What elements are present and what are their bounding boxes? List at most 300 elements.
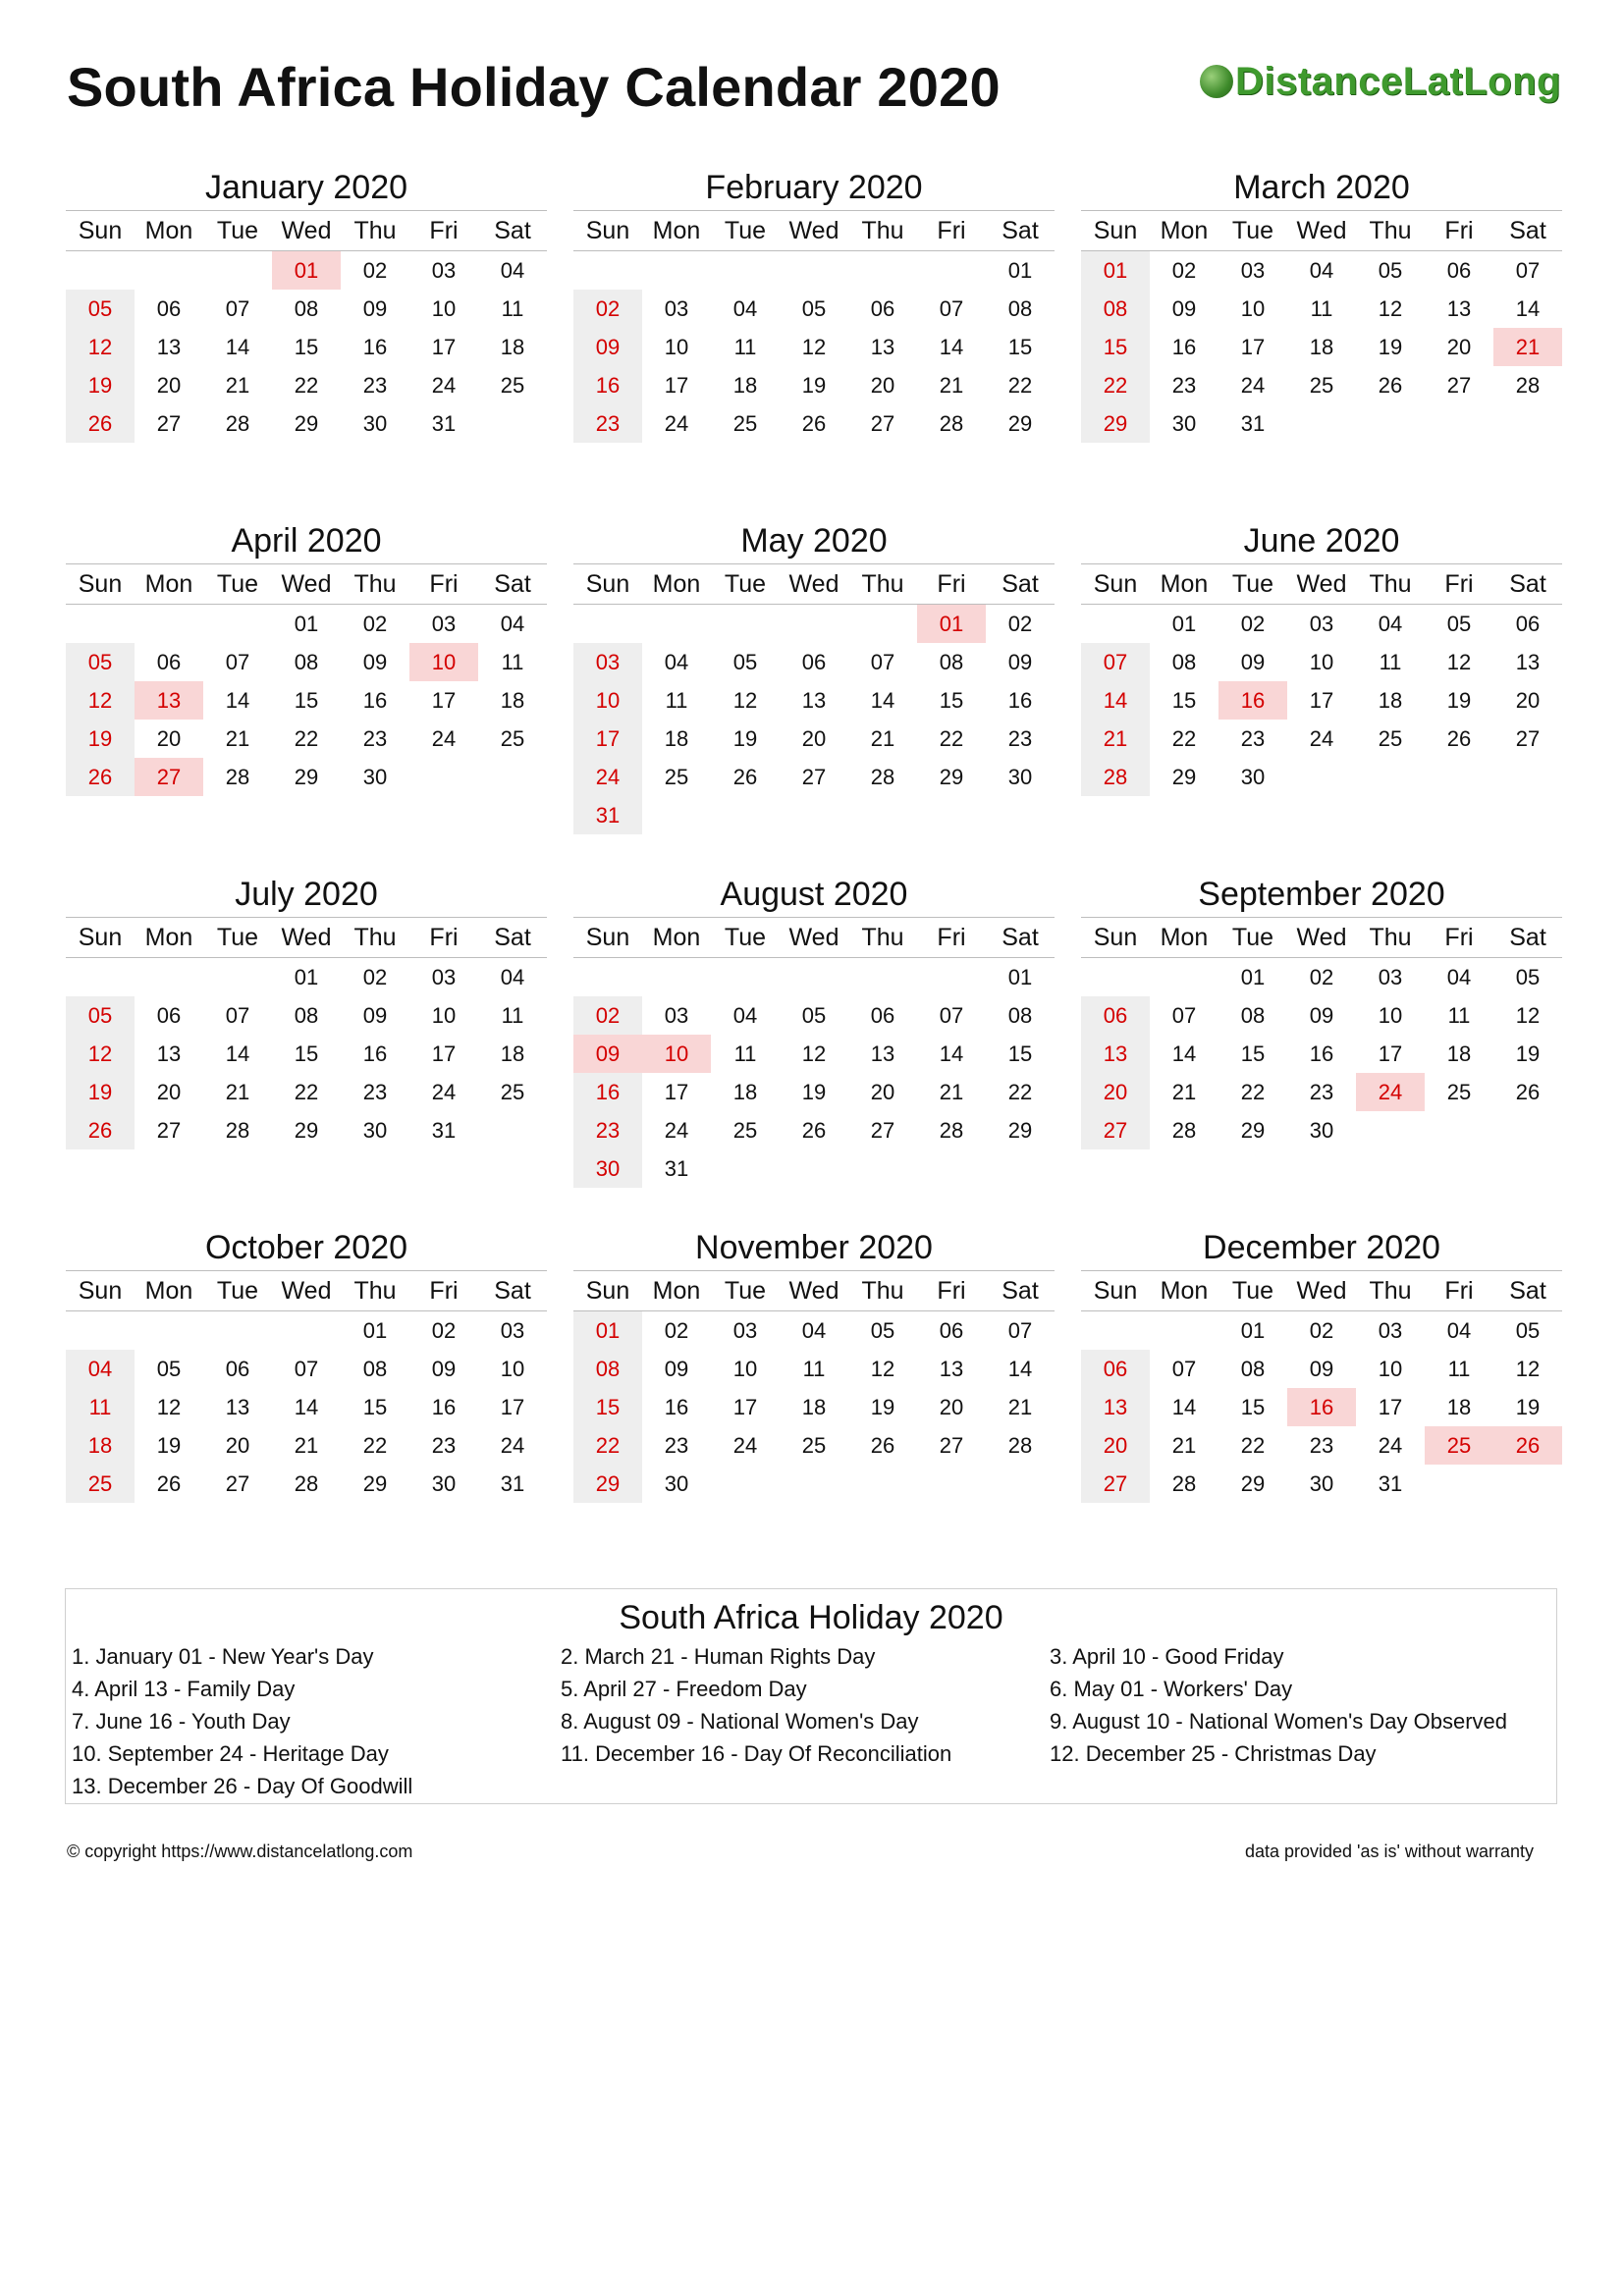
day-cell: 26 (1446, 726, 1472, 751)
holiday-list-item: 10. September 24 - Heritage Day (72, 1741, 389, 1766)
weekday-header: Tue (1218, 211, 1287, 251)
holiday-day-cell: 27 (135, 758, 203, 796)
empty-day-cell (848, 251, 917, 290)
empty-day-cell (986, 1149, 1055, 1188)
day-cell: 02 (1309, 1318, 1334, 1343)
day-cell: 15 (1007, 1041, 1033, 1066)
day-cell: 27 (1515, 726, 1541, 751)
empty-day-cell (203, 958, 272, 996)
day-cell: 04 (500, 258, 525, 283)
months-grid (66, 165, 1562, 1578)
day-cell: 20 (156, 1080, 182, 1104)
day-cell: 15 (1240, 1395, 1266, 1419)
weekday-header: Thu (848, 918, 917, 958)
day-cell: 05 (801, 296, 827, 321)
day-cell: 28 (225, 1118, 250, 1143)
day-cell: 26 (1515, 1080, 1541, 1104)
footer-copyright: © copyright https://www.distancelatlong.com (67, 1842, 413, 1861)
day-cell: 29 (1240, 1471, 1266, 1496)
day-cell: 30 (1007, 765, 1033, 789)
empty-day-cell (1356, 1111, 1425, 1149)
day-cell: 28 (1515, 373, 1541, 398)
day-cell: 10 (664, 335, 689, 359)
day-cell: 15 (939, 688, 964, 713)
holiday-day-cell: 10 (642, 1035, 711, 1073)
weekday-header: Wed (1287, 564, 1356, 605)
day-cell: 17 (732, 1395, 758, 1419)
day-cell: 03 (431, 258, 457, 283)
month-title: March 2020 (1233, 169, 1410, 206)
day-cell: 19 (66, 720, 135, 758)
day-cell: 07 (870, 650, 895, 674)
month-grid (1081, 210, 1562, 443)
day-cell: 01 (1240, 965, 1266, 989)
empty-day-cell (642, 251, 711, 290)
day-cell: 20 (1081, 1073, 1150, 1111)
empty-day-cell (780, 1465, 848, 1503)
day-cell: 09 (362, 296, 388, 321)
day-cell: 11 (1447, 1003, 1471, 1028)
empty-day-cell (848, 1465, 917, 1503)
day-cell: 26 (66, 1111, 135, 1149)
day-cell: 10 (1378, 1357, 1403, 1381)
day-cell: 28 (939, 1118, 964, 1143)
day-cell: 10 (431, 1003, 457, 1028)
weekday-header: Tue (203, 211, 272, 251)
weekday-header: Mon (1150, 211, 1218, 251)
day-cell: 04 (732, 296, 758, 321)
day-cell: 16 (573, 1073, 642, 1111)
empty-day-cell (66, 605, 135, 643)
day-cell: 18 (500, 335, 525, 359)
day-cell: 12 (66, 328, 135, 366)
day-cell: 25 (500, 373, 525, 398)
day-cell: 21 (1171, 1080, 1197, 1104)
month-grid (66, 210, 547, 443)
day-cell: 23 (1007, 726, 1033, 751)
day-cell: 13 (801, 688, 827, 713)
day-cell: 19 (1515, 1395, 1541, 1419)
month-title: February 2020 (705, 169, 923, 206)
empty-day-cell (1425, 1465, 1493, 1503)
globe-icon (1200, 65, 1233, 98)
day-cell: 13 (225, 1395, 250, 1419)
empty-day-cell (711, 605, 780, 643)
day-cell: 20 (225, 1433, 250, 1458)
day-cell: 22 (1007, 373, 1033, 398)
holiday-day-cell: 21 (1493, 328, 1562, 366)
day-cell: 15 (294, 1041, 319, 1066)
empty-day-cell (1493, 404, 1562, 443)
day-cell: 25 (664, 765, 689, 789)
day-cell: 28 (1171, 1471, 1197, 1496)
day-cell: 18 (732, 373, 758, 398)
day-cell: 19 (801, 373, 827, 398)
empty-day-cell (1081, 605, 1150, 643)
weekday-header: Thu (1356, 564, 1425, 605)
day-cell: 12 (1446, 650, 1472, 674)
weekday-header: Sat (478, 1271, 547, 1311)
day-cell: 11 (501, 296, 524, 321)
day-cell: 08 (1007, 1003, 1033, 1028)
day-cell: 25 (500, 1080, 525, 1104)
day-cell: 24 (732, 1433, 758, 1458)
day-cell: 02 (1171, 258, 1197, 283)
day-cell: 21 (870, 726, 895, 751)
day-cell: 30 (1309, 1471, 1334, 1496)
weekday-header: Fri (409, 211, 478, 251)
day-cell: 17 (500, 1395, 525, 1419)
day-cell: 30 (573, 1149, 642, 1188)
day-cell: 21 (1171, 1433, 1197, 1458)
weekday-header: Sat (986, 211, 1055, 251)
weekday-header: Wed (1287, 211, 1356, 251)
empty-day-cell (917, 1149, 986, 1188)
day-cell: 27 (870, 411, 895, 436)
day-cell: 25 (732, 411, 758, 436)
day-cell: 08 (362, 1357, 388, 1381)
empty-day-cell (409, 758, 478, 796)
day-cell: 19 (66, 1073, 135, 1111)
day-cell: 31 (431, 1118, 457, 1143)
day-cell: 08 (294, 650, 319, 674)
empty-day-cell (642, 796, 711, 834)
day-cell: 19 (732, 726, 758, 751)
holiday-day-cell: 16 (1287, 1388, 1356, 1426)
day-cell: 13 (1515, 650, 1541, 674)
day-cell: 05 (66, 643, 135, 681)
weekday-header: Fri (409, 564, 478, 605)
day-cell: 29 (362, 1471, 388, 1496)
day-cell: 13 (1081, 1035, 1150, 1073)
day-cell: 22 (294, 373, 319, 398)
weekday-header: Tue (1218, 1271, 1287, 1311)
weekday-header: Tue (711, 564, 780, 605)
day-cell: 21 (225, 726, 250, 751)
day-cell: 03 (431, 612, 457, 636)
day-cell: 12 (732, 688, 758, 713)
month-title: November 2020 (695, 1229, 933, 1266)
day-cell: 28 (1171, 1118, 1197, 1143)
day-cell: 05 (732, 650, 758, 674)
month-title: December 2020 (1203, 1229, 1440, 1266)
day-cell: 23 (362, 373, 388, 398)
day-cell: 09 (1309, 1357, 1334, 1381)
day-cell: 23 (573, 1111, 642, 1149)
month-calendar (66, 518, 547, 872)
day-cell: 26 (870, 1433, 895, 1458)
month-title: January 2020 (204, 169, 408, 206)
day-cell: 21 (939, 373, 964, 398)
day-cell: 06 (1446, 258, 1472, 283)
day-cell: 08 (1007, 296, 1033, 321)
day-cell: 15 (294, 335, 319, 359)
weekday-header: Thu (1356, 918, 1425, 958)
day-cell: 04 (801, 1318, 827, 1343)
day-cell: 02 (664, 1318, 689, 1343)
day-cell: 19 (66, 366, 135, 404)
empty-day-cell (848, 1149, 917, 1188)
day-cell: 01 (1007, 965, 1033, 989)
weekday-header: Thu (848, 1271, 917, 1311)
day-cell: 24 (664, 1118, 689, 1143)
empty-day-cell (1425, 1111, 1493, 1149)
month-grid (1081, 917, 1562, 1149)
day-cell: 01 (573, 1311, 642, 1350)
day-cell: 11 (1379, 650, 1402, 674)
month-grid (1081, 563, 1562, 796)
weekday-header: Sat (986, 918, 1055, 958)
day-cell: 30 (362, 765, 388, 789)
day-cell: 30 (664, 1471, 689, 1496)
holiday-list-item: 7. June 16 - Youth Day (72, 1709, 291, 1734)
day-cell: 08 (1081, 290, 1150, 328)
month-calendar (66, 1225, 547, 1578)
weekday-header: Mon (135, 918, 203, 958)
day-cell: 06 (939, 1318, 964, 1343)
day-cell: 31 (1378, 1471, 1403, 1496)
empty-day-cell (917, 1465, 986, 1503)
day-cell: 09 (664, 1357, 689, 1381)
month-title: August 2020 (720, 876, 908, 913)
day-cell: 07 (294, 1357, 319, 1381)
empty-day-cell (780, 605, 848, 643)
day-cell: 08 (1240, 1357, 1266, 1381)
day-cell: 11 (66, 1388, 135, 1426)
day-cell: 28 (1007, 1433, 1033, 1458)
day-cell: 14 (225, 1041, 250, 1066)
empty-day-cell (780, 1149, 848, 1188)
day-cell: 13 (1081, 1388, 1150, 1426)
holiday-list-item: 6. May 01 - Workers' Day (1050, 1677, 1293, 1701)
day-cell: 08 (939, 650, 964, 674)
day-cell: 23 (362, 1080, 388, 1104)
holiday-list-item: 5. April 27 - Freedom Day (561, 1677, 807, 1701)
day-cell: 07 (1007, 1318, 1033, 1343)
weekday-header: Sat (1493, 564, 1562, 605)
day-cell: 16 (362, 688, 388, 713)
day-cell: 30 (362, 1118, 388, 1143)
day-cell: 08 (1240, 1003, 1266, 1028)
holiday-list-item: 2. March 21 - Human Rights Day (561, 1644, 876, 1669)
day-cell: 26 (801, 411, 827, 436)
holiday-day-cell: 13 (135, 681, 203, 720)
logo-text: DistanceLatLong (1235, 59, 1561, 103)
day-cell: 04 (1446, 965, 1472, 989)
day-cell: 23 (431, 1433, 457, 1458)
empty-day-cell (711, 958, 780, 996)
day-cell: 06 (156, 650, 182, 674)
holiday-list-box (65, 1588, 1557, 1804)
day-cell: 14 (225, 688, 250, 713)
weekday-header: Sun (1081, 211, 1150, 251)
day-cell: 20 (1446, 335, 1472, 359)
weekday-header: Mon (1150, 564, 1218, 605)
weekday-header: Thu (341, 918, 409, 958)
day-cell: 22 (939, 726, 964, 751)
day-cell: 05 (66, 290, 135, 328)
empty-day-cell (1081, 1311, 1150, 1350)
day-cell: 16 (362, 335, 388, 359)
empty-day-cell (66, 958, 135, 996)
day-cell: 28 (870, 765, 895, 789)
weekday-header: Sun (66, 1271, 135, 1311)
day-cell: 11 (501, 1003, 524, 1028)
day-cell: 03 (431, 965, 457, 989)
empty-day-cell (1493, 1465, 1562, 1503)
holiday-list-item: 9. August 10 - National Women's Day Observed (1050, 1709, 1508, 1734)
weekday-header: Wed (780, 564, 848, 605)
day-cell: 05 (66, 996, 135, 1035)
weekday-header: Sun (573, 1271, 642, 1311)
empty-day-cell (711, 1465, 780, 1503)
day-cell: 27 (870, 1118, 895, 1143)
day-cell: 26 (66, 404, 135, 443)
day-cell: 29 (573, 1465, 642, 1503)
day-cell: 28 (225, 411, 250, 436)
day-cell: 21 (1081, 720, 1150, 758)
weekday-header: Wed (780, 1271, 848, 1311)
weekday-header: Sat (986, 564, 1055, 605)
empty-day-cell (66, 251, 135, 290)
empty-day-cell (66, 1311, 135, 1350)
day-cell: 11 (1310, 296, 1333, 321)
day-cell: 18 (1446, 1395, 1472, 1419)
weekday-header: Sat (1493, 1271, 1562, 1311)
weekday-header: Sun (1081, 1271, 1150, 1311)
day-cell: 02 (1240, 612, 1266, 636)
empty-day-cell (478, 758, 547, 796)
day-cell: 24 (1309, 726, 1334, 751)
month-title: May 2020 (740, 522, 888, 560)
day-cell: 07 (1171, 1357, 1197, 1381)
empty-day-cell (986, 796, 1055, 834)
day-cell: 03 (664, 296, 689, 321)
weekday-header: Mon (135, 1271, 203, 1311)
weekday-header: Sat (986, 1271, 1055, 1311)
day-cell: 12 (1515, 1357, 1541, 1381)
month-grid (66, 917, 547, 1149)
weekday-header: Tue (711, 918, 780, 958)
weekday-header: Wed (780, 918, 848, 958)
empty-day-cell (642, 605, 711, 643)
empty-day-cell (642, 958, 711, 996)
day-cell: 27 (1446, 373, 1472, 398)
day-cell: 14 (939, 1041, 964, 1066)
day-cell: 23 (1171, 373, 1197, 398)
day-cell: 03 (1240, 258, 1266, 283)
month-grid (66, 1270, 547, 1503)
footer-disclaimer: data provided 'as is' without warranty (1244, 1842, 1534, 1861)
day-cell: 06 (1081, 1350, 1150, 1388)
day-cell: 30 (1171, 411, 1197, 436)
day-cell: 03 (1309, 612, 1334, 636)
month-title: April 2020 (231, 522, 382, 560)
weekday-header: Mon (642, 918, 711, 958)
day-cell: 14 (225, 335, 250, 359)
day-cell: 27 (156, 1118, 182, 1143)
day-cell: 10 (573, 681, 642, 720)
day-cell: 20 (801, 726, 827, 751)
day-cell: 04 (500, 965, 525, 989)
holiday-list (66, 1640, 1556, 1802)
weekday-header: Mon (642, 211, 711, 251)
day-cell: 12 (156, 1395, 182, 1419)
day-cell: 25 (66, 1465, 135, 1503)
day-cell: 12 (1515, 1003, 1541, 1028)
day-cell: 24 (431, 373, 457, 398)
weekday-header: Wed (780, 211, 848, 251)
weekday-header: Sun (573, 918, 642, 958)
day-cell: 07 (225, 296, 250, 321)
weekday-header: Wed (1287, 918, 1356, 958)
day-cell: 09 (1171, 296, 1197, 321)
day-cell: 29 (1171, 765, 1197, 789)
month-title: October 2020 (204, 1229, 408, 1266)
weekday-header: Wed (272, 918, 341, 958)
day-cell: 04 (1446, 1318, 1472, 1343)
empty-day-cell (272, 1311, 341, 1350)
day-cell: 26 (801, 1118, 827, 1143)
day-cell: 08 (294, 1003, 319, 1028)
day-cell: 24 (431, 1080, 457, 1104)
day-cell: 18 (801, 1395, 827, 1419)
weekday-header: Mon (642, 1271, 711, 1311)
day-cell: 20 (156, 373, 182, 398)
day-cell: 12 (1378, 296, 1403, 321)
day-cell: 30 (1240, 765, 1266, 789)
day-cell: 10 (500, 1357, 525, 1381)
logo[interactable] (1200, 49, 1561, 114)
holiday-day-cell: 26 (1493, 1426, 1562, 1465)
empty-day-cell (1493, 1111, 1562, 1149)
day-cell: 18 (500, 1041, 525, 1066)
day-cell: 18 (1309, 335, 1334, 359)
day-cell: 06 (225, 1357, 250, 1381)
day-cell: 20 (939, 1395, 964, 1419)
empty-day-cell (711, 251, 780, 290)
empty-day-cell (203, 251, 272, 290)
day-cell: 22 (294, 726, 319, 751)
empty-day-cell (135, 1311, 203, 1350)
day-cell: 22 (1240, 1433, 1266, 1458)
day-cell: 07 (1515, 258, 1541, 283)
day-cell: 21 (1007, 1395, 1033, 1419)
day-cell: 18 (1446, 1041, 1472, 1066)
empty-day-cell (1150, 1311, 1218, 1350)
day-cell: 13 (156, 1041, 182, 1066)
day-cell: 05 (801, 1003, 827, 1028)
day-cell: 01 (362, 1318, 388, 1343)
day-cell: 14 (294, 1395, 319, 1419)
month-calendar (1081, 165, 1562, 518)
day-cell: 24 (1378, 1433, 1403, 1458)
day-cell: 07 (225, 650, 250, 674)
day-cell: 06 (870, 296, 895, 321)
empty-day-cell (573, 958, 642, 996)
day-cell: 07 (939, 1003, 964, 1028)
empty-day-cell (478, 1111, 547, 1149)
day-cell: 20 (1081, 1426, 1150, 1465)
day-cell: 21 (294, 1433, 319, 1458)
weekday-header: Thu (848, 564, 917, 605)
day-cell: 02 (362, 612, 388, 636)
day-cell: 14 (939, 335, 964, 359)
day-cell: 01 (294, 612, 319, 636)
empty-day-cell (780, 958, 848, 996)
day-cell: 23 (1309, 1080, 1334, 1104)
day-cell: 05 (870, 1318, 895, 1343)
